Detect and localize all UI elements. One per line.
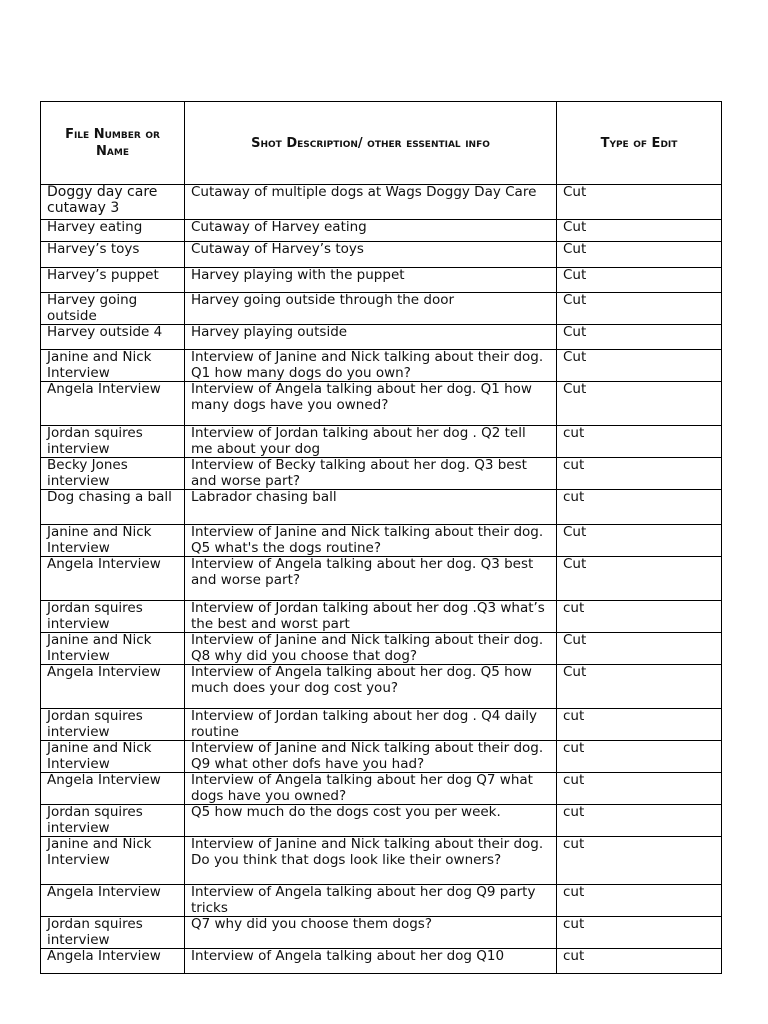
table-row (41, 709, 722, 741)
header-row (41, 102, 722, 185)
cell-file-name: Harvey outside 4 (41, 325, 185, 350)
table-row (41, 949, 722, 974)
table-row (41, 185, 722, 220)
table-row (41, 325, 722, 350)
cell-shot-description: Harvey playing with the puppet (185, 268, 557, 293)
cell-type-of-edit: Cut (557, 350, 722, 382)
cell-file-name: Harvey’s puppet (41, 268, 185, 293)
table-row (41, 805, 722, 837)
cell-shot-description: Q5 how much do the dogs cost you per week. (185, 805, 557, 837)
cell-shot-description: Interview of Becky talking about her dog. Q3 best and worse part? (185, 458, 557, 490)
cell-file-name: Jordan squires interview (41, 709, 185, 741)
cell-shot-description: Interview of Janine and Nick talking about their dog. Do you think that dogs look like their owners? (185, 837, 557, 885)
table-row (41, 917, 722, 949)
table-row (41, 458, 722, 490)
cell-type-of-edit: Cut (557, 185, 722, 220)
table-row (41, 220, 722, 242)
cell-file-name: Angela Interview (41, 382, 185, 426)
cell-type-of-edit: cut (557, 773, 722, 805)
table-row (41, 350, 722, 382)
header-file-number: File Number or Name (41, 102, 185, 185)
cell-shot-description: Cutaway of Harvey’s toys (185, 242, 557, 268)
cell-file-name: Becky Jones interview (41, 458, 185, 490)
cell-shot-description: Interview of Angela talking about her dog Q10 (185, 949, 557, 974)
cell-type-of-edit: Cut (557, 242, 722, 268)
table-row (41, 268, 722, 293)
cell-shot-description: Cutaway of Harvey eating (185, 220, 557, 242)
cell-file-name: Doggy day care cutaway 3 (41, 185, 185, 220)
cell-type-of-edit: Cut (557, 557, 722, 601)
cell-file-name: Angela Interview (41, 773, 185, 805)
cell-file-name: Jordan squires interview (41, 426, 185, 458)
cell-file-name: Jordan squires interview (41, 917, 185, 949)
cell-shot-description: Q7 why did you choose them dogs? (185, 917, 557, 949)
cell-type-of-edit: cut (557, 426, 722, 458)
table-row (41, 885, 722, 917)
cell-file-name: Angela Interview (41, 557, 185, 601)
cell-file-name: Angela Interview (41, 885, 185, 917)
cell-shot-description: Interview of Jordan talking about her dog . Q4 daily routine (185, 709, 557, 741)
cell-type-of-edit: cut (557, 917, 722, 949)
cell-shot-description: Interview of Janine and Nick talking about their dog. Q9 what other dofs have you had? (185, 741, 557, 773)
cell-shot-description: Cutaway of multiple dogs at Wags Doggy Day Care (185, 185, 557, 220)
cell-file-name: Harvey’s toys (41, 242, 185, 268)
table-row (41, 601, 722, 633)
cell-shot-description: Interview of Jordan talking about her dog .Q3 what’s the best and worst part (185, 601, 557, 633)
cell-file-name: Harvey eating (41, 220, 185, 242)
cell-type-of-edit: Cut (557, 325, 722, 350)
cell-type-of-edit: Cut (557, 382, 722, 426)
cell-type-of-edit: cut (557, 885, 722, 917)
cell-file-name: Angela Interview (41, 949, 185, 974)
table-row (41, 525, 722, 557)
cell-shot-description: Interview of Angela talking about her dog. Q3 best and worse part? (185, 557, 557, 601)
cell-shot-description: Interview of Janine and Nick talking about their dog. Q1 how many dogs do you own? (185, 350, 557, 382)
cell-shot-description: Harvey going outside through the door (185, 293, 557, 325)
table-body (41, 185, 722, 974)
table-row (41, 633, 722, 665)
table-row (41, 490, 722, 525)
cell-type-of-edit: Cut (557, 633, 722, 665)
cell-file-name: Harvey going outside (41, 293, 185, 325)
cell-type-of-edit: cut (557, 805, 722, 837)
table-row (41, 741, 722, 773)
cell-file-name: Janine and Nick Interview (41, 633, 185, 665)
cell-type-of-edit: Cut (557, 268, 722, 293)
table-row (41, 665, 722, 709)
cell-shot-description: Interview of Angela talking about her dog. Q5 how much does your dog cost you? (185, 665, 557, 709)
table-row (41, 242, 722, 268)
cell-shot-description: Interview of Angela talking about her dog Q7 what dogs have you owned? (185, 773, 557, 805)
cell-shot-description: Labrador chasing ball (185, 490, 557, 525)
cell-type-of-edit: Cut (557, 665, 722, 709)
cell-shot-description: Interview of Angela talking about her dog Q9 party tricks (185, 885, 557, 917)
cell-shot-description: Interview of Jordan talking about her dog . Q2 tell me about your dog (185, 426, 557, 458)
table-row (41, 293, 722, 325)
cell-file-name: Dog chasing a ball (41, 490, 185, 525)
cell-type-of-edit: cut (557, 949, 722, 974)
cell-file-name: Janine and Nick Interview (41, 350, 185, 382)
cell-shot-description: Interview of Janine and Nick talking about their dog. Q8 why did you choose that dog? (185, 633, 557, 665)
table-row (41, 557, 722, 601)
cell-type-of-edit: cut (557, 601, 722, 633)
header-type-of-edit: Type of Edit (557, 102, 722, 185)
cell-shot-description: Harvey playing outside (185, 325, 557, 350)
cell-shot-description: Interview of Janine and Nick talking about their dog. Q5 what's the dogs routine? (185, 525, 557, 557)
cell-type-of-edit: cut (557, 741, 722, 773)
cell-file-name: Jordan squires interview (41, 805, 185, 837)
cell-type-of-edit: cut (557, 458, 722, 490)
cell-shot-description: Interview of Angela talking about her dog. Q1 how many dogs have you owned? (185, 382, 557, 426)
cell-type-of-edit: cut (557, 490, 722, 525)
cell-file-name: Jordan squires interview (41, 601, 185, 633)
header-shot-description: Shot Description/ other essential info (185, 102, 557, 185)
cell-file-name: Janine and Nick Interview (41, 741, 185, 773)
edit-decision-table (40, 101, 722, 974)
cell-file-name: Janine and Nick Interview (41, 525, 185, 557)
cell-file-name: Janine and Nick Interview (41, 837, 185, 885)
cell-type-of-edit: cut (557, 709, 722, 741)
table-row (41, 426, 722, 458)
cell-file-name: Angela Interview (41, 665, 185, 709)
cell-type-of-edit: Cut (557, 220, 722, 242)
table-row (41, 773, 722, 805)
table-row (41, 382, 722, 426)
cell-type-of-edit: Cut (557, 293, 722, 325)
table-row (41, 837, 722, 885)
cell-type-of-edit: cut (557, 837, 722, 885)
cell-type-of-edit: Cut (557, 525, 722, 557)
